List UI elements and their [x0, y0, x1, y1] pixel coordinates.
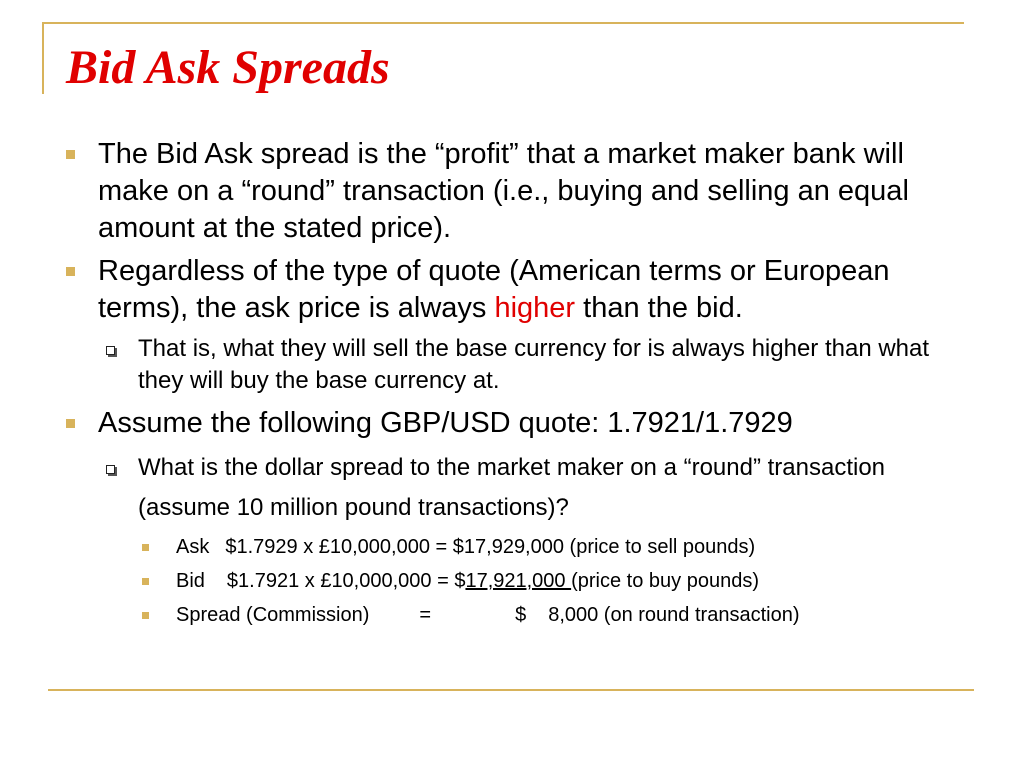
- calc-text-end: (price to buy pounds): [571, 570, 759, 592]
- left-rule: [42, 22, 44, 94]
- calc-label: Spread (Commission): [176, 604, 370, 626]
- sub-bullet-sell-vs-buy: [64, 333, 964, 397]
- bullet-ask-higher: [64, 253, 964, 327]
- underlined-amount: 17,921,000: [465, 570, 572, 592]
- calc-text: 8,000 (on round transaction): [548, 604, 800, 626]
- sub-bullet-text: What is the dollar spread to the market maker on a “round” transaction (assume 10 million pound transactions)?: [138, 454, 886, 521]
- square-bullet-icon: [142, 612, 149, 619]
- sub-bullet-text: That is, what they will sell the base currency for is always higher than what they will buy the base currency at.: [138, 335, 930, 394]
- square-bullet-icon: [142, 578, 149, 585]
- calc-text: $1.7921 x £10,000,000 = $: [226, 570, 466, 592]
- highlight-word: higher: [494, 292, 576, 324]
- bullet-bid-ask-definition: [64, 136, 964, 247]
- equals-sign: =: [419, 604, 432, 626]
- bullet-text: The Bid Ask spread is the “profit” that a market maker bank will make on a “round” transaction (i.e., buying and selling an equal amount at the stated price).: [98, 138, 909, 244]
- slide-body: [64, 136, 964, 632]
- square-bullet-icon: [66, 267, 75, 276]
- square-bullet-icon: [66, 150, 75, 159]
- bullet-quote-assumption: [64, 405, 964, 442]
- calc-line-spread: [64, 598, 964, 632]
- top-rule: [42, 22, 964, 24]
- calc-line-ask: [64, 530, 964, 564]
- square-bullet-icon: [66, 419, 75, 428]
- calc-line-bid: [64, 564, 964, 598]
- bullet-text: Assume the following GBP/USD quote: 1.7921/1.7929: [98, 407, 793, 439]
- dollar-sign: $: [515, 604, 527, 626]
- calc-text: $1.7929 x £10,000,000 = $17,929,000 (price to sell pounds): [225, 536, 756, 558]
- sub-bullet-question: [64, 448, 964, 528]
- calc-label: Ask: [176, 536, 210, 558]
- bullet-text-start: Regardless of the type of quote (American terms or European terms), the ask price is always: [98, 255, 890, 324]
- slide-title: Bid Ask Spreads: [66, 41, 390, 94]
- hollow-square-bullet-icon: [106, 346, 115, 355]
- calc-label: Bid: [176, 570, 205, 592]
- hollow-square-bullet-icon: [106, 465, 115, 474]
- square-bullet-icon: [142, 544, 149, 551]
- bullet-text-end: than the bid.: [575, 292, 743, 324]
- bottom-rule: [48, 689, 974, 691]
